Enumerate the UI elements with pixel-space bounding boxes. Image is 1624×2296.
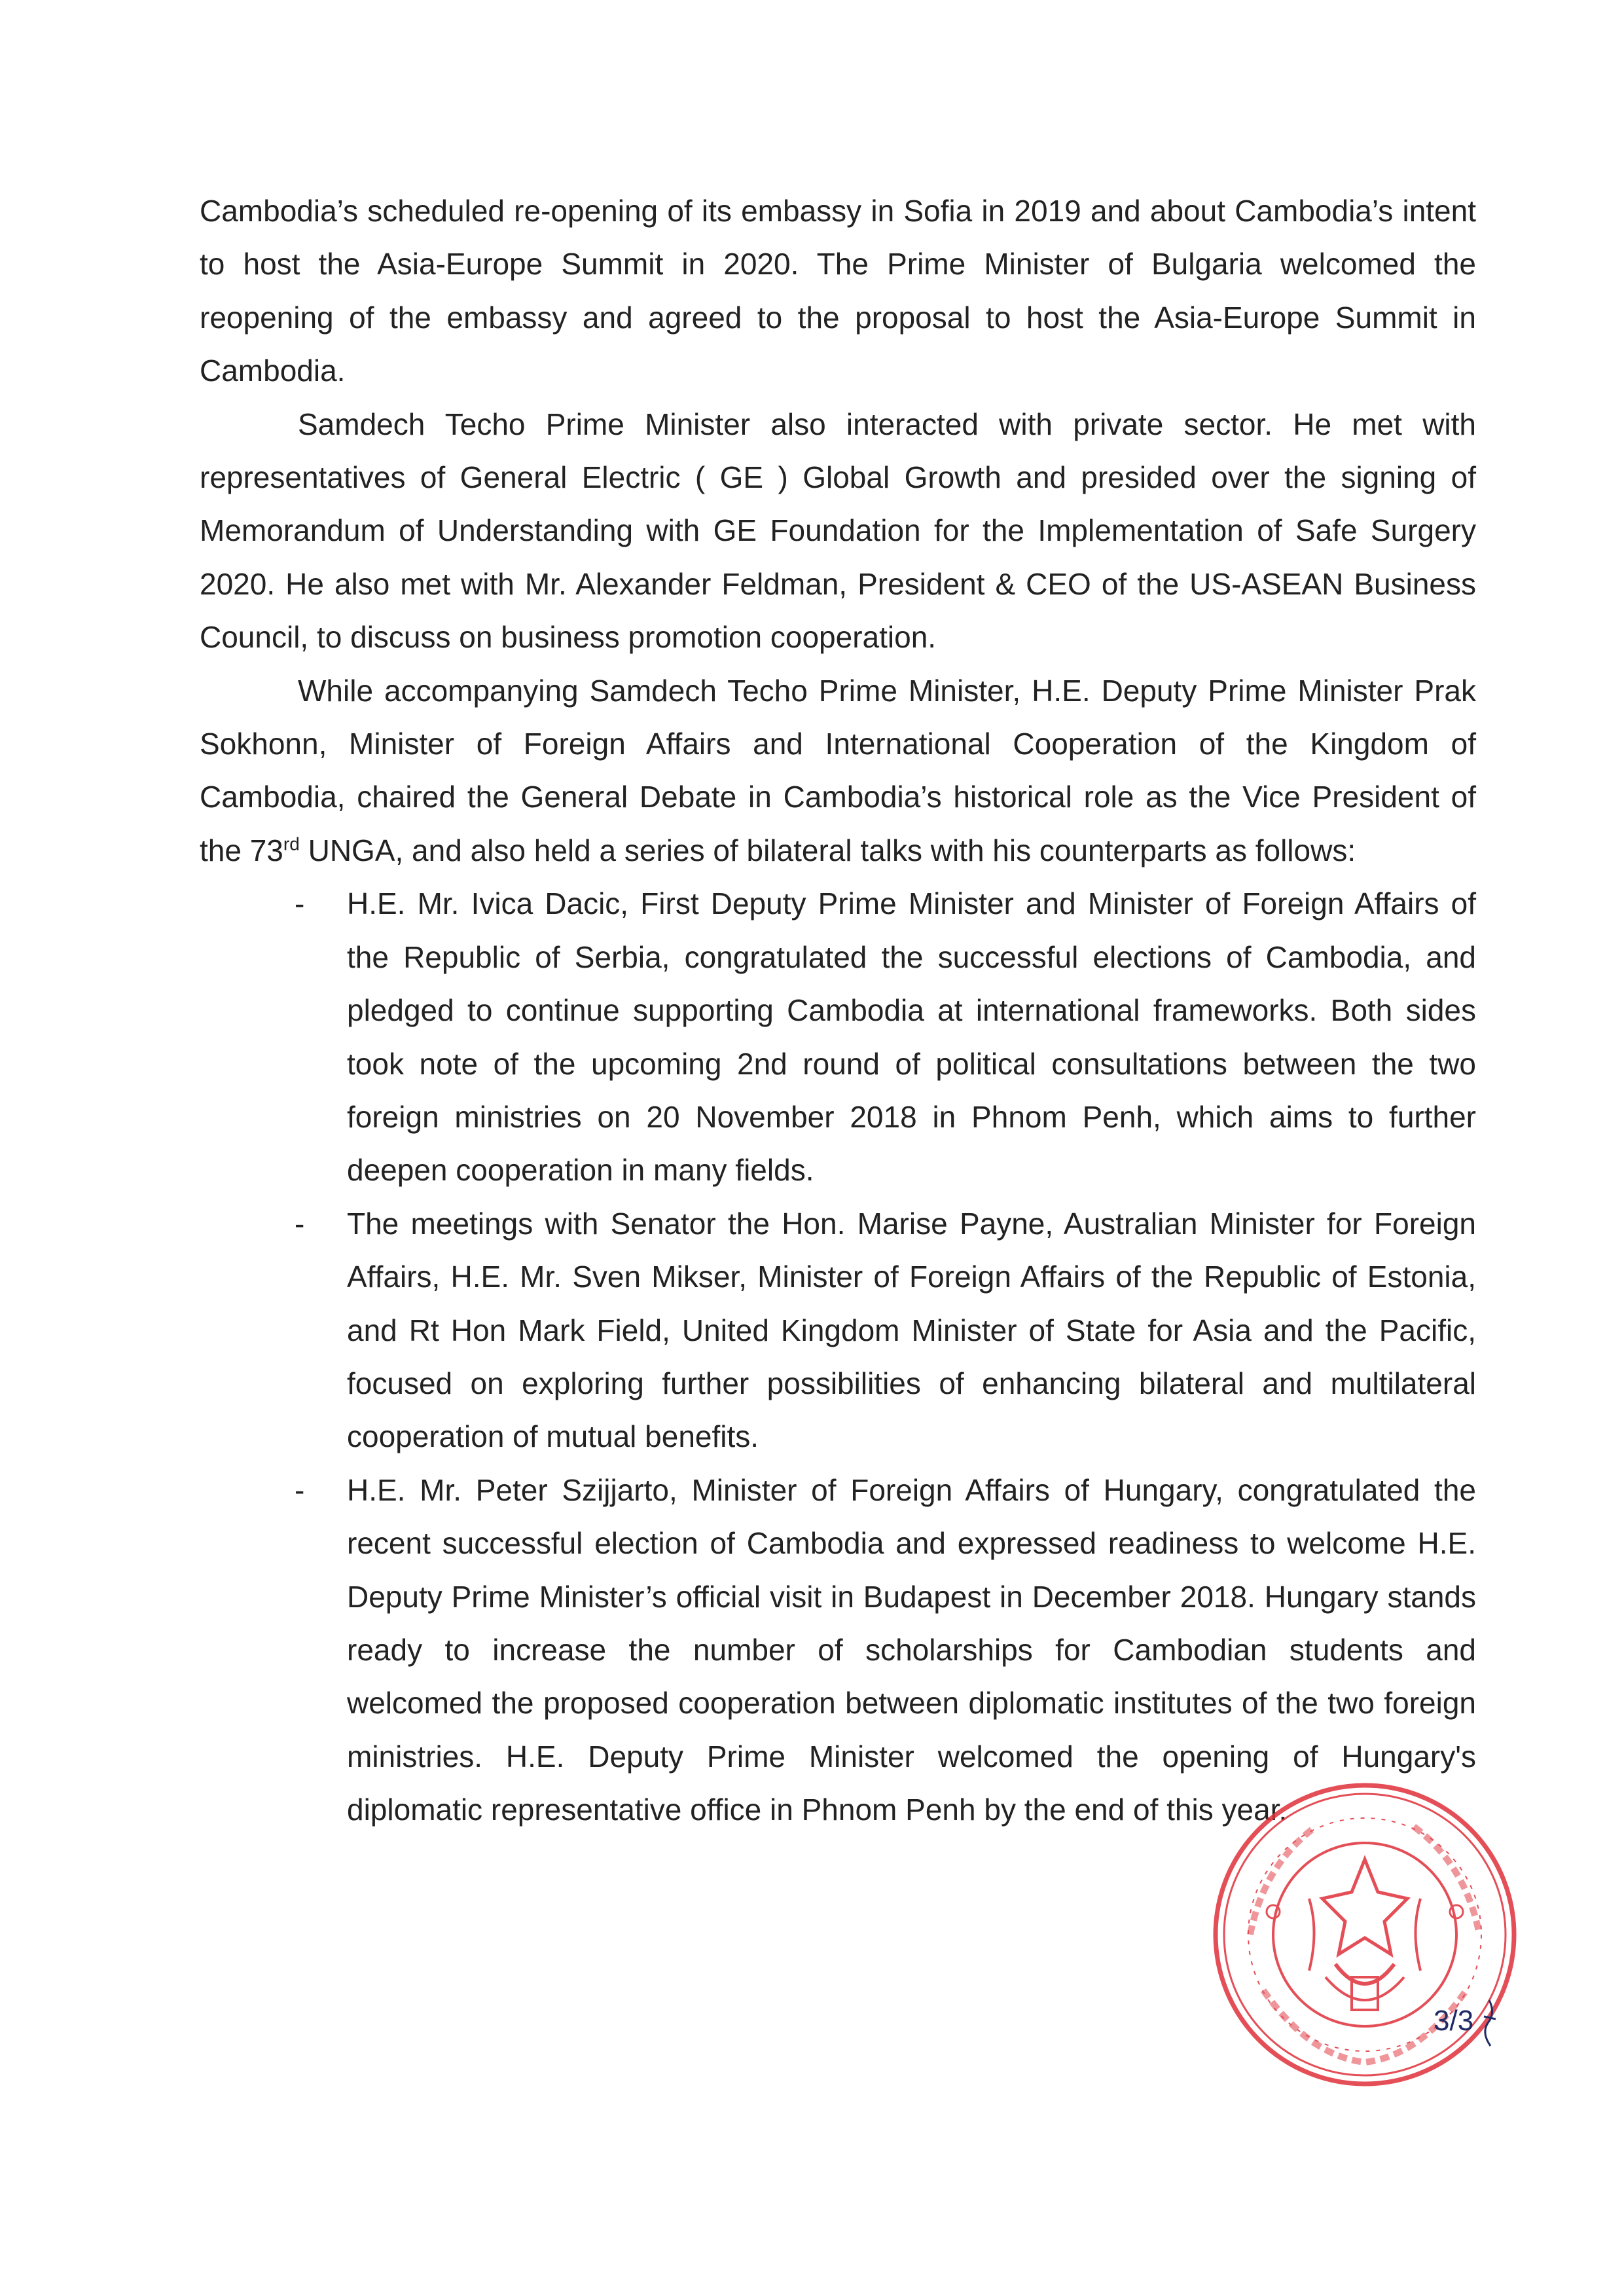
initials-signature	[1476, 1997, 1502, 2049]
list-item-serbia	[200, 877, 1476, 1197]
paragraph-embassy-reopening: Cambodia’s scheduled re-opening of its embassy in Sofia in 2019 and about Cambodia’s intent to host the Asia-Europe Summit in 2020. The Prime Minister of Bulgaria welcomed the reopening of the embassy and agreed to the proposal to host the Asia-Europe Summit in Cambodia.	[200, 194, 1476, 388]
paragraph-bilateral-talks	[200, 665, 1476, 878]
paragraph-bilateral-talks-part1: While accompanying Samdech Techo Prime Minister, H.E. Deputy Prime Minister Prak Sokhonn, Minister of Foreign Affairs and International Cooperation of the Kingdom of Cambodia, chaired the General Debate in Cambodia’s historical role as the Vice President of the 73	[200, 673, 1476, 867]
list-item-text: The meetings with Senator the Hon. Marise Payne, Australian Minister for Foreign Affairs, H.E. Mr. Sven Mikser, Minister of Foreign Affairs of the Republic of Estonia, and Rt Hon Mark Field, United Kingdom Minister of State for Asia and the Pacific, focused on exploring further possibilities of enhancing bilateral and multilateral cooperation of mutual benefits.	[347, 1206, 1476, 1454]
paragraph-bilateral-talks-part2: UNGA, and also held a series of bilateral talks with his counterparts as follows:	[299, 833, 1356, 867]
body-text	[200, 185, 1476, 1837]
paragraph-private-sector: Samdech Techo Prime Minister also interacted with private sector. He met with representatives of General Electric ( GE ) Global Growth and presided over the signing of Memorandum of Understanding with GE Foundation for the Implementation of Safe Surgery 2020. He also met with Mr. Alexander Feldman, President & CEO of the US-ASEAN Business Council, to discuss on business promotion cooperation.	[200, 407, 1476, 655]
list-item-text: H.E. Mr. Ivica Dacic, First Deputy Prime Minister and Minister of Foreign Affairs of the Republic of Serbia, congratulated the successful elections of Cambodia, and pledged to continue supporting Cambodia at international frameworks. Both sides took note of the upcoming 2nd round of political consultations between the two foreign ministries on 20 November 2018 in Phnom Penh, which aims to further deepen cooperation in many fields.	[347, 886, 1476, 1188]
page-number: 3/3	[1434, 2005, 1474, 2037]
list-item-text: H.E. Mr. Peter Szijjarto, Minister of Foreign Affairs of Hungary, congratulated the recent successful election of Cambodia and expressed readiness to welcome H.E. Deputy Prime Minister’s official visit in Budapest in December 2018. Hungary stands ready to increase the number of scholarships for Cambodian students and welcomed the proposed cooperation between diplomatic institutes of the two foreign ministries. H.E. Deputy Prime Minister welcomed the opening of Hungary's diplomatic representative office in Phnom Penh by the end of this year.	[347, 1472, 1476, 1827]
official-seal-stamp	[1211, 1781, 1519, 2088]
bilateral-talks-list	[200, 877, 1476, 1836]
list-item-australia-estonia-uk	[200, 1197, 1476, 1464]
bullet-dash: -	[295, 1472, 305, 1507]
ordinal-superscript: rd	[283, 833, 300, 854]
bullet-dash: -	[295, 1206, 305, 1241]
bullet-dash: -	[295, 886, 305, 921]
